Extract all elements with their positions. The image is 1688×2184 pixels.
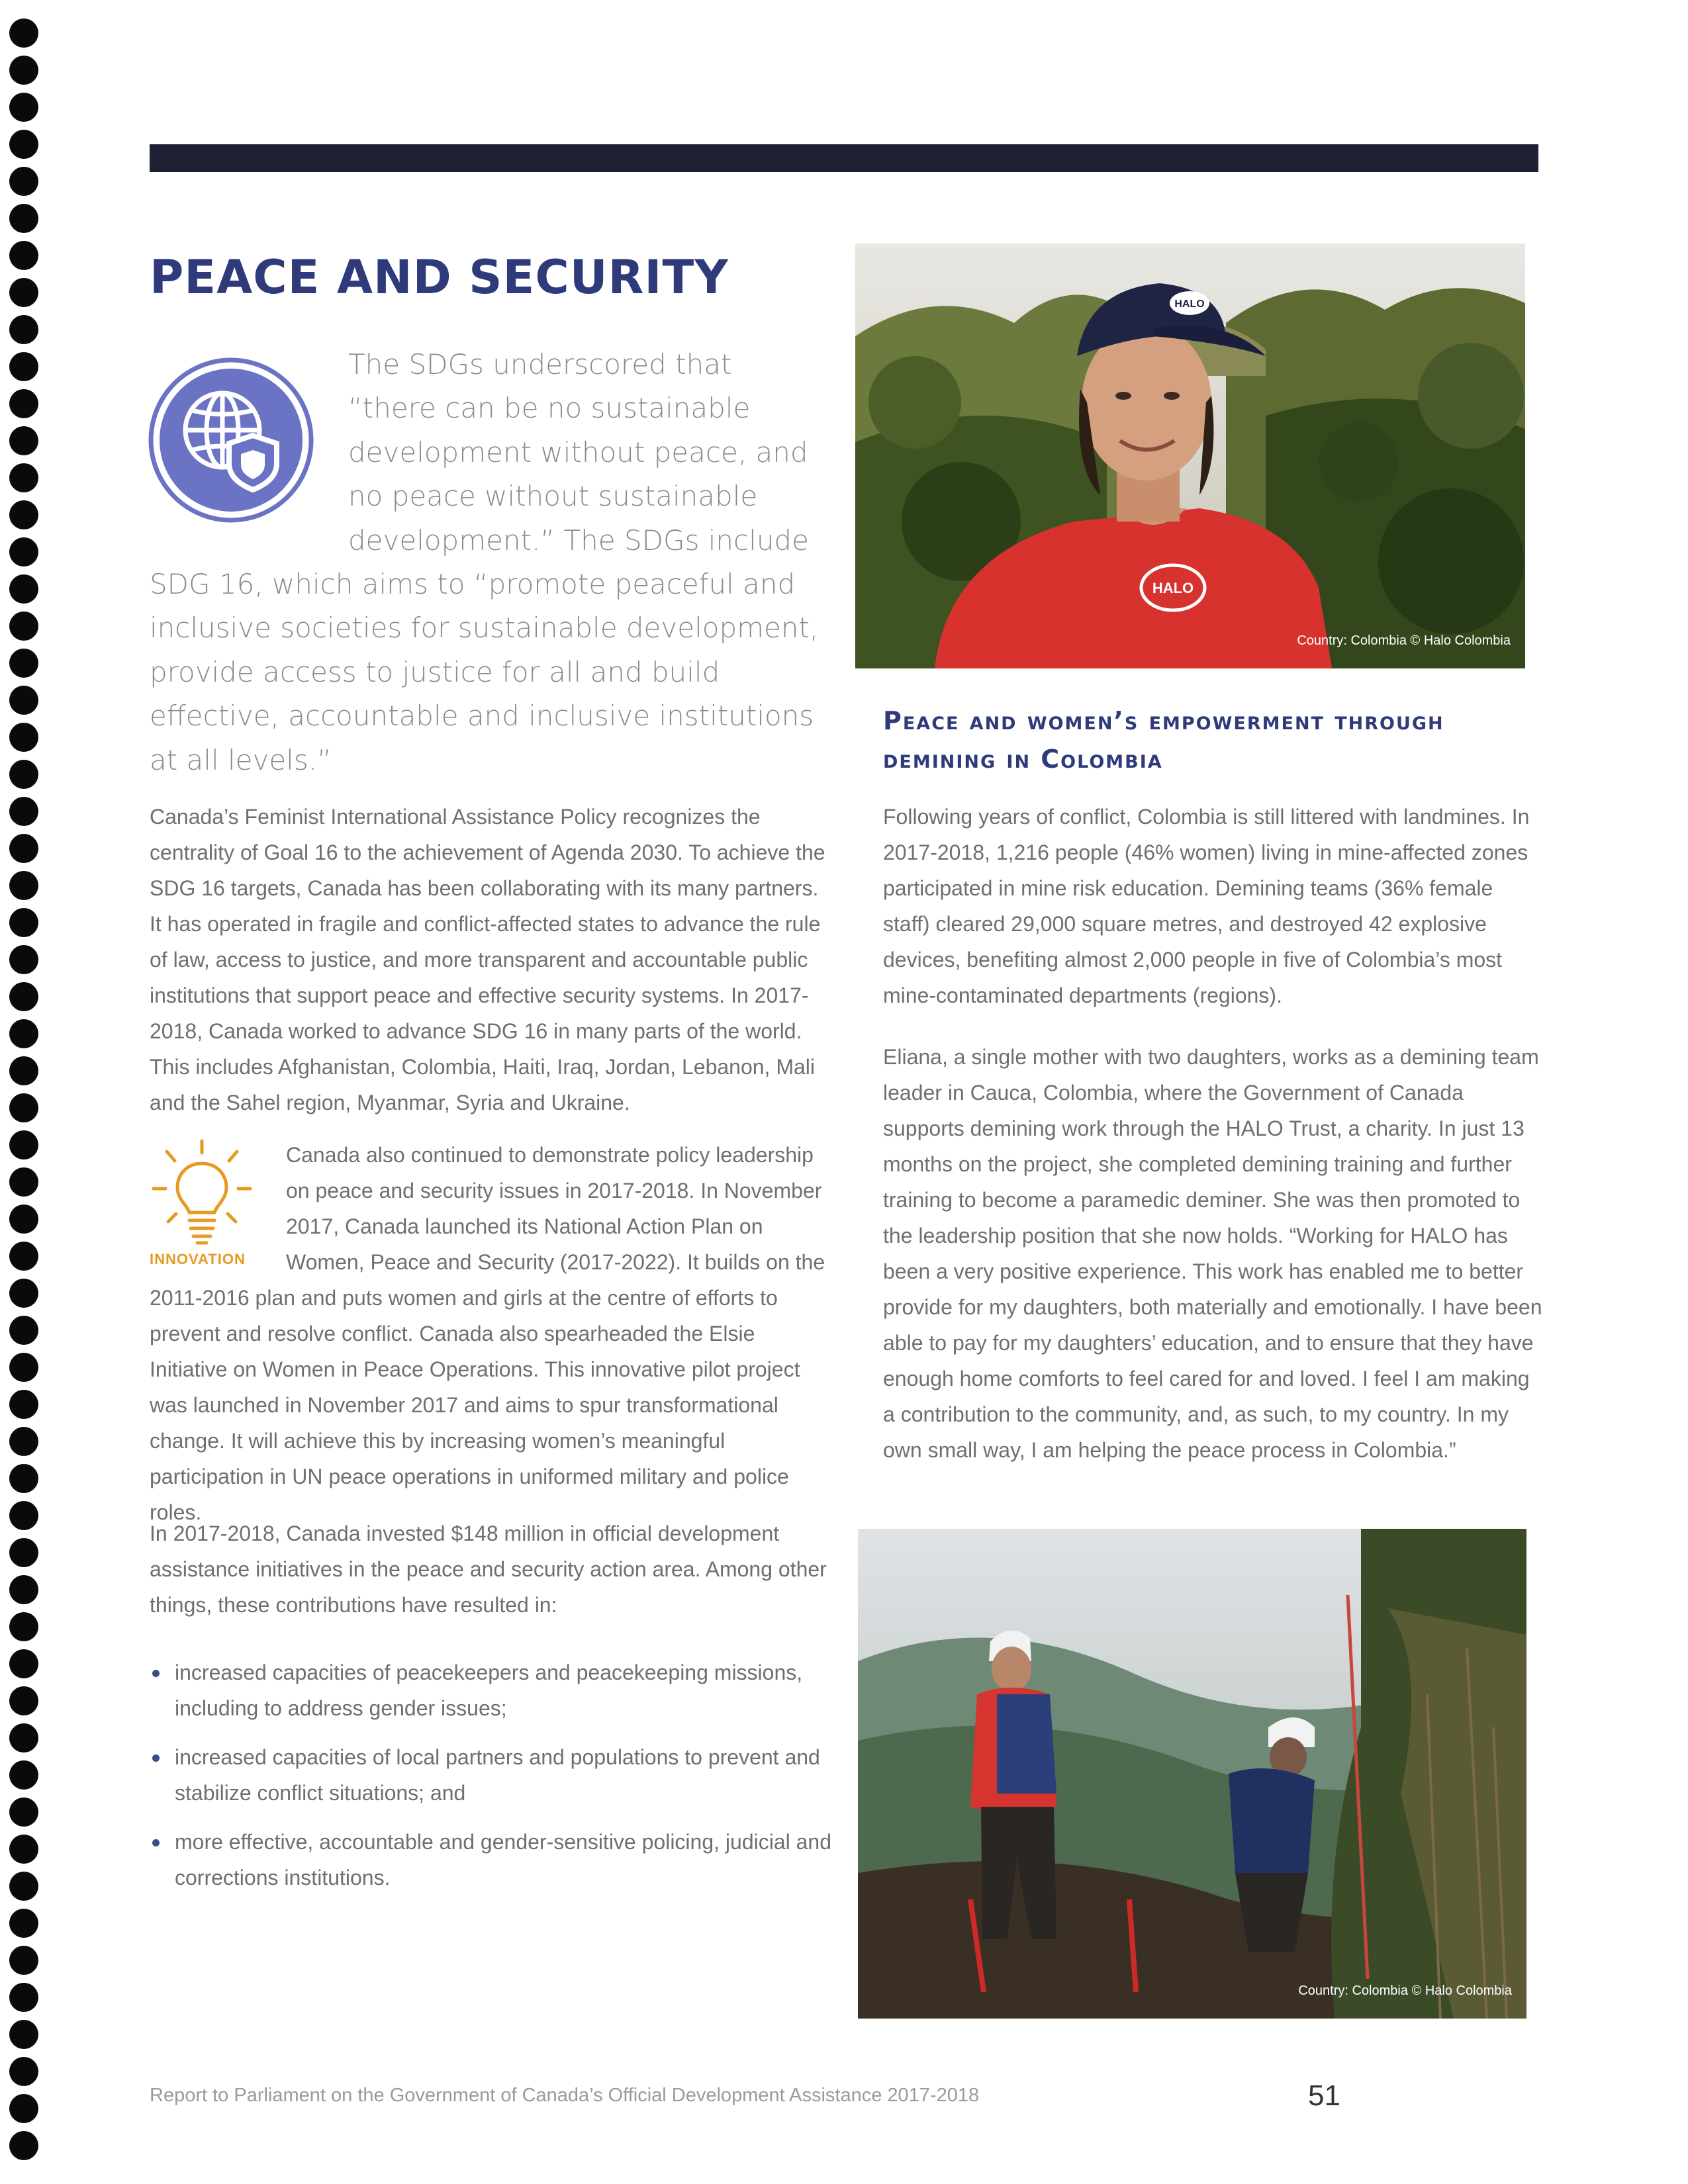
bullet-icon bbox=[152, 1839, 160, 1846]
binding-hole bbox=[9, 871, 38, 900]
sidebar-title: Peace and women’s empowerment through demining in Colombia bbox=[883, 706, 1444, 774]
body-paragraph-3: In 2017-2018, Canada invested $148 million in official development assistance initiatives in the peace and security action area. Among other things, these contributions have resulted in: bbox=[150, 1522, 827, 1617]
binding-hole bbox=[9, 2020, 38, 2049]
spiral-binding bbox=[9, 19, 40, 2176]
bullet-list bbox=[150, 1655, 831, 1909]
sidebar-paragraph-1: Following years of conflict, Colombia is still littered with landmines. In 2017-2018, 1,216 people (46% women) living in mine-affected zones participated in mine risk education. Demining teams (36% female staff) cleared 29,000 square metres, and destroyed 42 explosive devices, benefiting almost 2,000 people in five of Colombia’s most mine-contaminated departments (regions). bbox=[883, 805, 1530, 1007]
binding-hole bbox=[9, 1575, 38, 1604]
binding-hole bbox=[9, 1056, 38, 1085]
footer-text: Report to Parliament on the Government of Canada’s Official Development Assistance 2017-2018 bbox=[150, 2085, 980, 2106]
binding-hole bbox=[9, 1390, 38, 1419]
binding-hole bbox=[9, 982, 38, 1011]
binding-hole bbox=[9, 797, 38, 826]
binding-hole bbox=[9, 1427, 38, 1456]
binding-hole bbox=[9, 908, 38, 937]
binding-hole bbox=[9, 1019, 38, 1048]
binding-hole bbox=[9, 1612, 38, 1641]
binding-hole bbox=[9, 1723, 38, 1752]
binding-hole bbox=[9, 426, 38, 455]
binding-hole bbox=[9, 1501, 38, 1530]
binding-hole bbox=[9, 1464, 38, 1493]
binding-hole bbox=[9, 1279, 38, 1308]
binding-hole bbox=[9, 500, 38, 529]
binding-hole bbox=[9, 389, 38, 418]
binding-hole bbox=[9, 93, 38, 122]
header-bar bbox=[150, 144, 1538, 172]
body-paragraph-2: Canada also continued to demonstrate policy leadership on peace and security issues in 2017-2018. In November 2017, Canada launched its National Action Plan on Women, Peace and Security (2017-2022). It builds on the 2011-2016 plan and puts women and girls at the centre of efforts to prevent and resolve conflict. Canada also spearheaded the Elsie Initiative on Women in Peace Operations. This innovative pilot project was launched in November 2017 and aims to spur transformational change. It will achieve this by increasing women’s meaningful participation in UN peace operations in uniformed military and police roles. bbox=[150, 1143, 825, 1524]
binding-hole bbox=[9, 167, 38, 196]
photo-deminers-at-work bbox=[858, 1529, 1526, 2019]
binding-hole bbox=[9, 278, 38, 307]
binding-hole bbox=[9, 537, 38, 567]
bullet-item: increased capacities of peacekeepers and peacekeeping missions, including to address gender issues; bbox=[150, 1655, 831, 1726]
binding-hole bbox=[9, 649, 38, 678]
binding-hole bbox=[9, 1093, 38, 1122]
binding-hole bbox=[9, 1872, 38, 1901]
binding-hole bbox=[9, 1835, 38, 1864]
binding-hole bbox=[9, 760, 38, 789]
binding-hole bbox=[9, 241, 38, 270]
binding-hole bbox=[9, 2057, 38, 2086]
binding-hole bbox=[9, 1205, 38, 1234]
binding-hole bbox=[9, 1649, 38, 1678]
binding-hole bbox=[9, 834, 38, 863]
section-title: PEACE AND SECURITY bbox=[150, 250, 729, 304]
binding-hole bbox=[9, 723, 38, 752]
binding-hole bbox=[9, 19, 38, 48]
binding-hole bbox=[9, 574, 38, 604]
binding-hole bbox=[9, 56, 38, 85]
binding-hole bbox=[9, 1130, 38, 1160]
binding-hole bbox=[9, 1538, 38, 1567]
bullet-item: increased capacities of local partners and populations to prevent and stabilize conflict situations; and bbox=[150, 1739, 831, 1811]
body-paragraph-1: Canada’s Feminist International Assistance Policy recognizes the centrality of Goal 16 to the achievement of Agenda 2030. To achieve the SDG 16 targets, Canada has been collaborating with its many partners. It has operated in fragile and conflict-affected states to advance the rule of law, access to justice, and more transparent and accountable public institutions that support peace and effective security systems. In 2017-2018, Canada worked to advance SDG 16 in many parts of the world. This includes Afghanistan, Colombia, Haiti, Iraq, Jordan, Lebanon, Mali and the Sahel region, Myanmar, Syria and Ukraine. bbox=[150, 805, 825, 1115]
shirt-logo-text: HALO bbox=[1152, 580, 1194, 596]
binding-hole bbox=[9, 1946, 38, 1975]
binding-hole bbox=[9, 686, 38, 715]
bullet-icon bbox=[152, 1670, 160, 1677]
binding-hole bbox=[9, 612, 38, 641]
intro-quote: The SDGs underscored that “there can be no sustainable development without peace, and no peace without sustainable development.” The SDGs include SDG 16, which aims to “promote peaceful and inclusive societies for sustainable development, provide access to justice for all and build effective, accountable and inclusive institutions at all levels.” bbox=[150, 348, 819, 776]
bullet-icon bbox=[152, 1754, 160, 1762]
binding-hole bbox=[9, 1797, 38, 1827]
binding-hole bbox=[9, 2131, 38, 2160]
binding-hole bbox=[9, 2094, 38, 2123]
binding-hole bbox=[9, 1686, 38, 1715]
innovation-label: INNOVATION bbox=[150, 1251, 246, 1267]
binding-hole bbox=[9, 352, 38, 381]
binding-hole bbox=[9, 1909, 38, 1938]
binding-hole bbox=[9, 945, 38, 974]
binding-hole bbox=[9, 1983, 38, 2012]
binding-hole bbox=[9, 1316, 38, 1345]
page-number: 51 bbox=[1308, 2079, 1340, 2112]
photo-caption: Country: Colombia © Halo Colombia bbox=[1297, 633, 1511, 648]
photo-deminer-portrait bbox=[855, 244, 1525, 668]
binding-hole bbox=[9, 315, 38, 344]
sidebar-paragraph-2: Eliana, a single mother with two daughters, works as a demining team leader in Cauca, Colombia, where the Government of Canada supports demining work through the HALO Trust, a charity. In just 13 months on the project, she completed demining training and further training to become a paramedic deminer. She was then promoted to the leadership position that she now holds. “Working for HALO has been a very positive experience. This work has enabled me to better provide for my daughters, both materially and emotionally. I have been able to pay for my daughters’ education, and to ensure that they have enough home comforts to feel cared for and loved. I feel I am making a contribution to the community, and, as such, to my country. In my own small way, I am helping the peace process in Colombia.” bbox=[883, 1045, 1542, 1462]
binding-hole bbox=[9, 130, 38, 159]
binding-hole bbox=[9, 1167, 38, 1197]
binding-hole bbox=[9, 1760, 38, 1790]
photo-caption: Country: Colombia © Halo Colombia bbox=[1298, 1983, 1512, 1998]
cap-logo-text: HALO bbox=[1174, 298, 1205, 310]
bullet-item: more effective, accountable and gender-sensitive policing, judicial and corrections institutions. bbox=[150, 1824, 831, 1895]
binding-hole bbox=[9, 463, 38, 492]
binding-hole bbox=[9, 1242, 38, 1271]
binding-hole bbox=[9, 1353, 38, 1382]
binding-hole bbox=[9, 204, 38, 233]
